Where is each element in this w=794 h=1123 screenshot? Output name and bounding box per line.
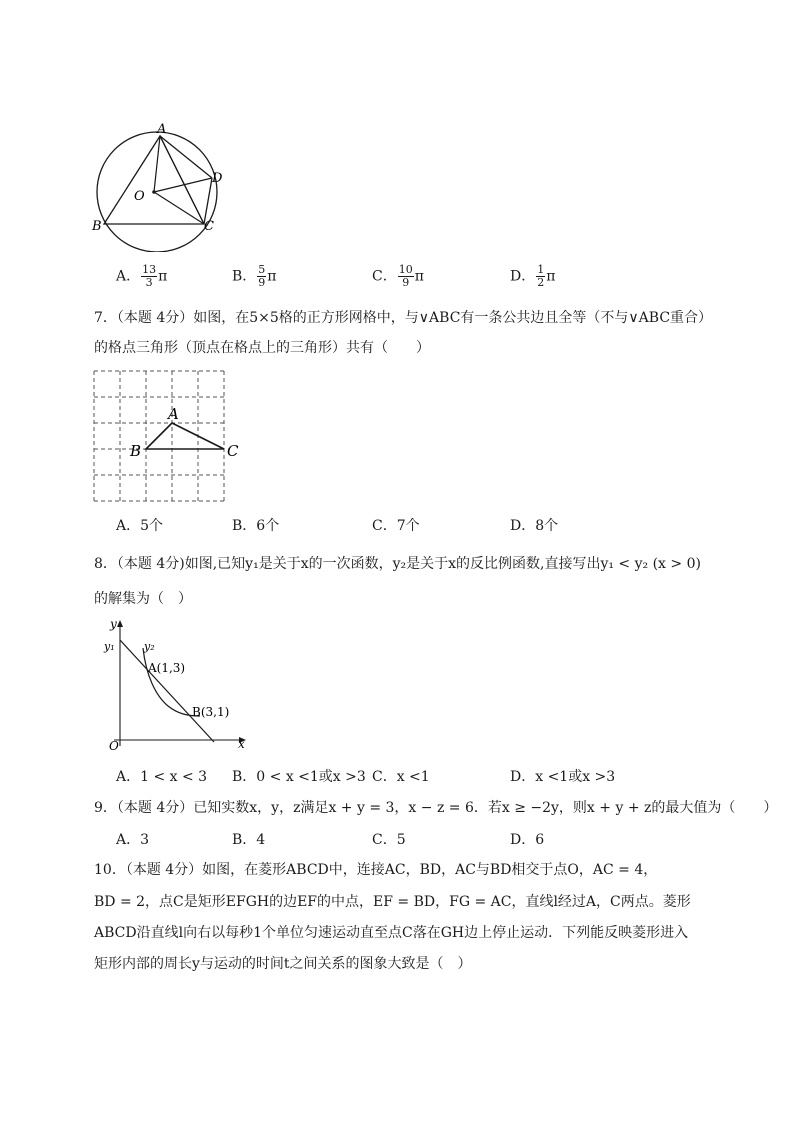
q8-option-d[interactable]: D．x <1或x >3 [510,769,616,785]
q6-option-c-fraction: $\frac{10}{9}$ [398,263,413,289]
q7-triangle-abc [146,423,224,449]
q8-label-point-a: A(1,3) [148,661,186,675]
q6-label-c: C [204,219,214,234]
q7-option-d[interactable]: D．8个 [510,518,559,534]
q10-stem-line3: ABCD沿直线l向右以每秒1个单位匀速运动直至点C落在GH边上停止运动．下列能反映菱形进入 [94,925,689,941]
q7-stem-line2: 的格点三角形（顶点在格点上的三角形）共有（ ） [94,340,430,356]
q6-point-o [152,190,156,194]
q8-label-x: x [238,737,245,751]
q6-option-d[interactable]: D． $\frac{1}{2}$ π [510,263,556,289]
q6-option-d-fraction: $\frac{1}{2}$ [537,263,545,289]
q8-label-y: y [110,617,117,631]
q7-label-b: B [130,442,142,460]
q7-option-b[interactable]: B．6个 [232,518,280,534]
q6-line-ad2 [160,136,204,224]
q6-triangle-abc [104,136,204,224]
q7-stem-line1: 7．（本题 4分）如图，在5×5格的正方形网格中，与∨ABC有一条公共边且全等（不与∨ABC重合） [94,310,713,326]
q8-label-point-b: B(3,1) [192,705,230,719]
q6-line-ad [160,136,212,178]
q6-circle [97,132,217,252]
q8-label-origin: O [109,739,119,753]
q6-line-od [154,178,212,192]
q6-option-c[interactable]: C． $\frac{10}{9}$ π [372,263,424,289]
q8-line-y1 [120,640,214,742]
q6-label-a: A [157,122,167,137]
q10-stem-line1: 10．（本题 4分）如图，在菱形ABCD中，连接AC，BD，AC与BD相交于点O，AC = 4， [94,862,658,878]
q6-circle-figure [88,122,238,252]
q9-option-b[interactable]: B．4 [232,832,266,848]
q8-option-b[interactable]: B．0 < x <1或x >3 [232,769,366,785]
q8-option-c[interactable]: C．x <1 [372,769,430,785]
q9-option-d[interactable]: D．6 [510,832,545,848]
q8-label-y1: y₁ [104,640,115,653]
q8-label-y2: y₂ [144,640,155,653]
q7-label-a: A [168,405,179,423]
q9-option-a[interactable]: A．3 [116,832,150,848]
q6-option-a-fraction: $\frac{13}{3}$ [142,263,157,289]
q7-grid-figure [92,368,252,504]
q6-label-o: O [134,189,145,204]
q7-option-a[interactable]: A．5个 [116,518,164,534]
q6-option-a[interactable]: A． $\frac{13}{3}$ π [116,263,168,289]
q7-label-c: C [227,442,239,460]
q6-label-d: D [212,171,223,186]
q6-option-b[interactable]: B． $\frac{5}{9}$ π [232,263,277,289]
q6-label-b: B [92,219,102,234]
q6-option-b-fraction: $\frac{5}{9}$ [258,263,266,289]
q9-option-c[interactable]: C．5 [372,832,406,848]
q8-function-graph [96,616,256,756]
q8-stem-line2: 的解集为（ ） [94,591,192,607]
q9-stem-line1: 9．（本题 4分）已知实数x，y，z满足x + y = 3，x − z = 6．若x ≥ −2y，则x + y + z的最大值为（ ） [94,800,778,816]
q7-option-c[interactable]: C．7个 [372,518,420,534]
q10-stem-line2: BD = 2，点C是矩形EFGH的边EF的中点，EF = BD，FG = AC，直线l经过A，C两点。菱形 [94,894,691,910]
q10-stem-line4: 矩形内部的周长y与运动的时间t之间关系的图象大致是（ ） [94,956,472,972]
q8-option-a[interactable]: A．1 < x < 3 [116,769,208,785]
q8-y-arrow [117,620,123,627]
q8-stem-line1: 8．（本题 4分)如图,已知y₁是关于x的一次函数，y₂是关于x的反比例函数,直接写出y₁ < y₂ (x > 0) [94,556,701,572]
